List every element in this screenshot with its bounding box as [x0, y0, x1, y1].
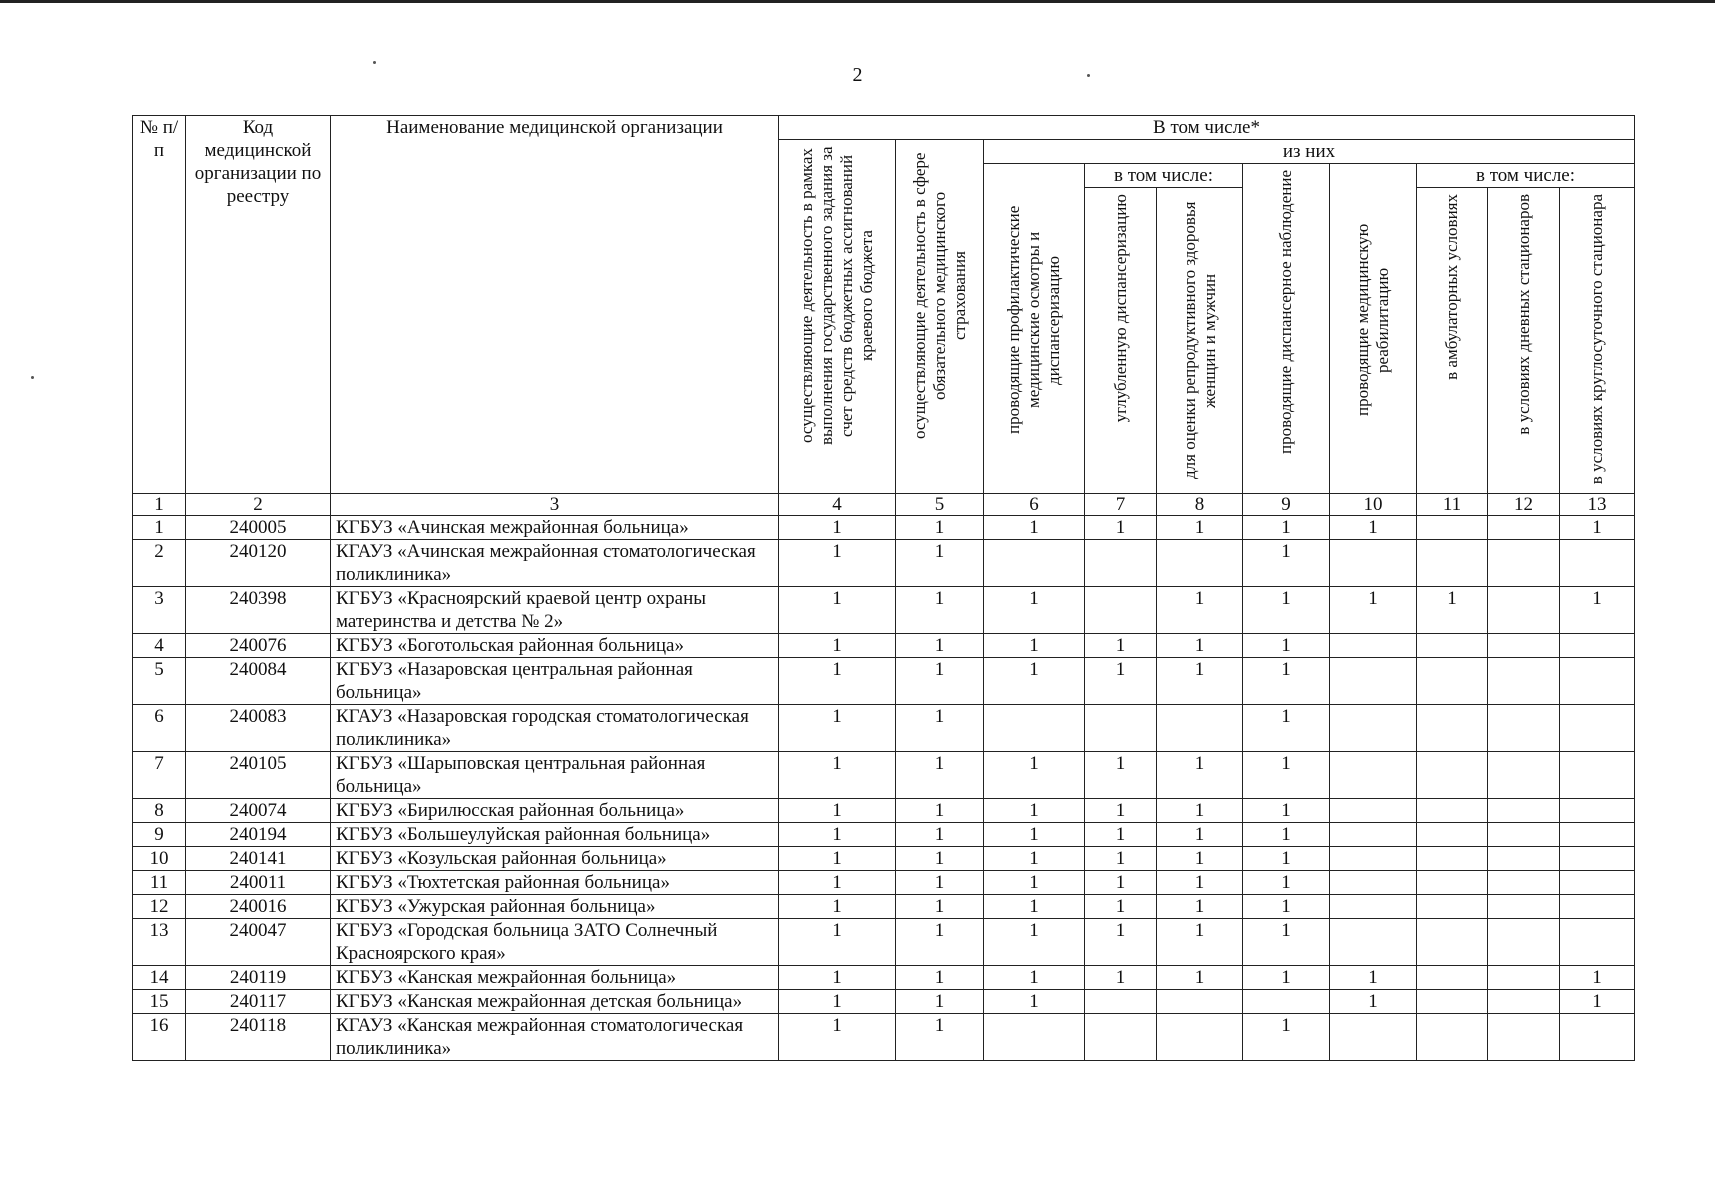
cell-col5: 1: [896, 919, 984, 966]
column-number: 2: [186, 494, 331, 516]
table-row: [133, 658, 1635, 705]
cell-col7: 1: [1085, 752, 1157, 799]
cell-col10: [1330, 847, 1417, 871]
row-number: 10: [133, 847, 186, 871]
cell-col9: 1: [1243, 847, 1330, 871]
cell-col13: [1560, 823, 1635, 847]
cell-col8: 1: [1157, 847, 1243, 871]
row-number: 7: [133, 752, 186, 799]
row-number: 8: [133, 799, 186, 823]
cell-col12: [1488, 540, 1560, 587]
cell-col11: [1417, 895, 1488, 919]
row-number: 15: [133, 990, 186, 1014]
cell-col8: [1157, 705, 1243, 752]
org-name: КГБУЗ «Боготольская районная больница»: [331, 634, 779, 658]
cell-col6: 1: [984, 919, 1085, 966]
cell-col12: [1488, 634, 1560, 658]
cell-col12: [1488, 1014, 1560, 1061]
column-number: 1: [133, 494, 186, 516]
cell-col9: 1: [1243, 1014, 1330, 1061]
cell-col10: [1330, 705, 1417, 752]
cell-col10: [1330, 1014, 1417, 1061]
cell-col6: 1: [984, 990, 1085, 1014]
cell-col12: [1488, 705, 1560, 752]
cell-col12: [1488, 799, 1560, 823]
cell-col5: 1: [896, 966, 984, 990]
cell-col12: [1488, 847, 1560, 871]
cell-col6: 1: [984, 752, 1085, 799]
header-col13: в условиях круглосуточного стационара: [1560, 188, 1635, 494]
cell-col4: 1: [779, 1014, 896, 1061]
cell-col10: [1330, 895, 1417, 919]
cell-col4: 1: [779, 799, 896, 823]
cell-col8: [1157, 990, 1243, 1014]
row-number: 5: [133, 658, 186, 705]
column-number: 11: [1417, 494, 1488, 516]
cell-col5: 1: [896, 990, 984, 1014]
cell-col11: [1417, 871, 1488, 895]
cell-col13: [1560, 1014, 1635, 1061]
column-number: 8: [1157, 494, 1243, 516]
cell-col5: 1: [896, 705, 984, 752]
table-row: [133, 990, 1635, 1014]
org-name: КГБУЗ «Красноярский краевой центр охраны материнства и детства № 2»: [331, 587, 779, 634]
row-number: 2: [133, 540, 186, 587]
cell-col7: [1085, 1014, 1157, 1061]
column-number: 7: [1085, 494, 1157, 516]
cell-col4: 1: [779, 587, 896, 634]
cell-col11: [1417, 705, 1488, 752]
cell-col4: 1: [779, 658, 896, 705]
table-row: [133, 516, 1635, 540]
cell-col5: 1: [896, 587, 984, 634]
cell-col8: 1: [1157, 658, 1243, 705]
cell-col7: [1085, 990, 1157, 1014]
organizations-table: [132, 115, 1635, 1061]
cell-col8: [1157, 1014, 1243, 1061]
cell-col13: [1560, 658, 1635, 705]
org-code: 240119: [186, 966, 331, 990]
cell-col13: [1560, 540, 1635, 587]
column-number: 12: [1488, 494, 1560, 516]
org-code: 240074: [186, 799, 331, 823]
column-number: 4: [779, 494, 896, 516]
header-num: № п/п: [133, 116, 186, 494]
table-row: [133, 823, 1635, 847]
row-number: 16: [133, 1014, 186, 1061]
cell-col9: 1: [1243, 823, 1330, 847]
cell-col11: [1417, 540, 1488, 587]
cell-col5: 1: [896, 658, 984, 705]
org-code: 240084: [186, 658, 331, 705]
header-col6: проводящие профилактические медицинские осмотры и диспансеризацию: [984, 164, 1085, 494]
header-col11: в амбулаторных условиях: [1417, 188, 1488, 494]
cell-col9: 1: [1243, 919, 1330, 966]
cell-col12: [1488, 919, 1560, 966]
cell-col6: 1: [984, 799, 1085, 823]
org-name: КГБУЗ «Шарыповская центральная районная больница»: [331, 752, 779, 799]
cell-col12: [1488, 516, 1560, 540]
header-name: Наименование медицинской организации: [331, 116, 779, 494]
table-row: [133, 919, 1635, 966]
column-number: 5: [896, 494, 984, 516]
cell-col5: 1: [896, 847, 984, 871]
cell-col13: 1: [1560, 587, 1635, 634]
cell-col8: 1: [1157, 752, 1243, 799]
cell-col9: 1: [1243, 516, 1330, 540]
table-row: [133, 847, 1635, 871]
scan-speck: [31, 376, 34, 379]
org-code: 240194: [186, 823, 331, 847]
cell-col8: 1: [1157, 516, 1243, 540]
cell-col11: [1417, 823, 1488, 847]
cell-col7: [1085, 587, 1157, 634]
org-code: 240083: [186, 705, 331, 752]
cell-col13: [1560, 871, 1635, 895]
cell-col9: [1243, 990, 1330, 1014]
org-name: КГБУЗ «Большеулуйская районная больница»: [331, 823, 779, 847]
cell-col12: [1488, 966, 1560, 990]
cell-col7: 1: [1085, 634, 1157, 658]
org-name: КГБУЗ «Ужурская районная больница»: [331, 895, 779, 919]
header-col10: проводящие медицинскую реабилитацию: [1330, 164, 1417, 494]
cell-col9: 1: [1243, 658, 1330, 705]
org-name: КГБУЗ «Козульская районная больница»: [331, 847, 779, 871]
cell-col7: [1085, 540, 1157, 587]
cell-col12: [1488, 871, 1560, 895]
page-number: 2: [852, 64, 863, 86]
org-name: КГБУЗ «Тюхтетская районная больница»: [331, 871, 779, 895]
org-name: КГБУЗ «Канская межрайонная больница»: [331, 966, 779, 990]
cell-col6: [984, 540, 1085, 587]
header-including: В том числе*: [779, 116, 1635, 140]
table-body: [133, 516, 1635, 1061]
cell-col13: [1560, 919, 1635, 966]
table-row: [133, 966, 1635, 990]
cell-col5: 1: [896, 1014, 984, 1061]
cell-col5: 1: [896, 540, 984, 587]
cell-col4: 1: [779, 990, 896, 1014]
cell-col6: 1: [984, 823, 1085, 847]
cell-col11: [1417, 516, 1488, 540]
top-rule: [0, 0, 1715, 3]
column-number: 10: [1330, 494, 1417, 516]
cell-col6: 1: [984, 895, 1085, 919]
cell-col6: 1: [984, 658, 1085, 705]
row-number: 11: [133, 871, 186, 895]
cell-col12: [1488, 990, 1560, 1014]
cell-col9: 1: [1243, 587, 1330, 634]
cell-col9: 1: [1243, 871, 1330, 895]
table-row: [133, 799, 1635, 823]
cell-col6: 1: [984, 516, 1085, 540]
org-code: 240105: [186, 752, 331, 799]
table-row: [133, 752, 1635, 799]
cell-col7: 1: [1085, 799, 1157, 823]
cell-col7: 1: [1085, 966, 1157, 990]
header-col7: углубленную диспансеризацию: [1085, 188, 1157, 494]
cell-col12: [1488, 587, 1560, 634]
cell-col7: 1: [1085, 516, 1157, 540]
header-including-a: в том числе:: [1085, 164, 1243, 188]
cell-col13: 1: [1560, 990, 1635, 1014]
cell-col11: [1417, 634, 1488, 658]
cell-col4: 1: [779, 705, 896, 752]
cell-col4: 1: [779, 634, 896, 658]
column-number-row: [133, 494, 1635, 516]
cell-col11: [1417, 966, 1488, 990]
org-code: 240120: [186, 540, 331, 587]
cell-col12: [1488, 658, 1560, 705]
cell-col4: 1: [779, 752, 896, 799]
table-row: [133, 705, 1635, 752]
org-name: КГАУЗ «Канская межрайонная стоматологическая поликлиника»: [331, 1014, 779, 1061]
column-number: 9: [1243, 494, 1330, 516]
org-name: КГБУЗ «Канская межрайонная детская больница»: [331, 990, 779, 1014]
cell-col5: 1: [896, 823, 984, 847]
cell-col11: [1417, 799, 1488, 823]
cell-col7: 1: [1085, 823, 1157, 847]
cell-col6: [984, 1014, 1085, 1061]
header-col4: осуществляющие деятельность в рамках выполнения государственного задания за счет средств бюджетных ассигнований краевого бюджета: [779, 140, 896, 494]
cell-col5: 1: [896, 752, 984, 799]
cell-col12: [1488, 752, 1560, 799]
cell-col10: [1330, 634, 1417, 658]
cell-col13: [1560, 847, 1635, 871]
cell-col8: 1: [1157, 634, 1243, 658]
cell-col9: 1: [1243, 634, 1330, 658]
cell-col6: 1: [984, 966, 1085, 990]
cell-col6: [984, 705, 1085, 752]
cell-col4: 1: [779, 516, 896, 540]
cell-col6: 1: [984, 634, 1085, 658]
cell-col10: [1330, 799, 1417, 823]
org-name: КГАУЗ «Ачинская межрайонная стоматологическая поликлиника»: [331, 540, 779, 587]
cell-col6: 1: [984, 587, 1085, 634]
row-number: 9: [133, 823, 186, 847]
cell-col13: [1560, 705, 1635, 752]
column-number: 13: [1560, 494, 1635, 516]
cell-col7: 1: [1085, 658, 1157, 705]
cell-col13: [1560, 634, 1635, 658]
row-number: 1: [133, 516, 186, 540]
header-of-them: из них: [984, 140, 1635, 164]
org-name: КГБУЗ «Бирилюсская районная больница»: [331, 799, 779, 823]
cell-col8: 1: [1157, 966, 1243, 990]
cell-col5: 1: [896, 634, 984, 658]
cell-col8: 1: [1157, 799, 1243, 823]
table-header: [133, 116, 1635, 516]
header-col12: в условиях дневных стационаров: [1488, 188, 1560, 494]
table-row: [133, 540, 1635, 587]
cell-col8: [1157, 540, 1243, 587]
cell-col12: [1488, 823, 1560, 847]
cell-col7: [1085, 705, 1157, 752]
cell-col7: 1: [1085, 847, 1157, 871]
org-code: 240047: [186, 919, 331, 966]
row-number: 14: [133, 966, 186, 990]
org-name: КГБУЗ «Ачинская межрайонная больница»: [331, 516, 779, 540]
cell-col10: [1330, 823, 1417, 847]
org-code: 240011: [186, 871, 331, 895]
row-number: 4: [133, 634, 186, 658]
row-number: 3: [133, 587, 186, 634]
scan-speck: [1087, 74, 1090, 77]
cell-col10: [1330, 658, 1417, 705]
cell-col8: 1: [1157, 871, 1243, 895]
header-col9: проводящие диспансерное наблюдение: [1243, 164, 1330, 494]
cell-col13: [1560, 895, 1635, 919]
header-col8: для оценки репродуктивного здоровья женщин и мужчин: [1157, 188, 1243, 494]
cell-col5: 1: [896, 516, 984, 540]
org-name: КГАУЗ «Назаровская городская стоматологическая поликлиника»: [331, 705, 779, 752]
org-code: 240398: [186, 587, 331, 634]
org-code: 240016: [186, 895, 331, 919]
cell-col5: 1: [896, 871, 984, 895]
cell-col4: 1: [779, 823, 896, 847]
cell-col9: 1: [1243, 799, 1330, 823]
org-code: 240141: [186, 847, 331, 871]
cell-col8: 1: [1157, 587, 1243, 634]
cell-col10: 1: [1330, 587, 1417, 634]
cell-col8: 1: [1157, 895, 1243, 919]
cell-col8: 1: [1157, 919, 1243, 966]
table-row: [133, 895, 1635, 919]
table-row: [133, 634, 1635, 658]
cell-col4: 1: [779, 540, 896, 587]
cell-col11: [1417, 1014, 1488, 1061]
cell-col6: 1: [984, 847, 1085, 871]
header-code: Код медицинской организации по реестру: [186, 116, 331, 494]
row-number: 13: [133, 919, 186, 966]
cell-col13: [1560, 752, 1635, 799]
cell-col9: 1: [1243, 752, 1330, 799]
cell-col11: [1417, 847, 1488, 871]
org-name: КГБУЗ «Назаровская центральная районная больница»: [331, 658, 779, 705]
cell-col11: [1417, 658, 1488, 705]
org-code: 240118: [186, 1014, 331, 1061]
cell-col4: 1: [779, 871, 896, 895]
table-row: [133, 1014, 1635, 1061]
org-name: КГБУЗ «Городская больница ЗАТО Солнечный Красноярского края»: [331, 919, 779, 966]
cell-col9: 1: [1243, 705, 1330, 752]
cell-col7: 1: [1085, 895, 1157, 919]
cell-col10: 1: [1330, 966, 1417, 990]
cell-col11: [1417, 919, 1488, 966]
cell-col13: 1: [1560, 516, 1635, 540]
org-code: 240005: [186, 516, 331, 540]
cell-col12: [1488, 895, 1560, 919]
cell-col7: 1: [1085, 919, 1157, 966]
column-number: 6: [984, 494, 1085, 516]
cell-col11: [1417, 990, 1488, 1014]
header-col5: осуществляющие деятельность в сфере обязательного медицинского страхования: [896, 140, 984, 494]
cell-col9: 1: [1243, 540, 1330, 587]
org-code: 240076: [186, 634, 331, 658]
cell-col4: 1: [779, 919, 896, 966]
cell-col5: 1: [896, 799, 984, 823]
cell-col9: 1: [1243, 895, 1330, 919]
cell-col10: [1330, 871, 1417, 895]
cell-col5: 1: [896, 895, 984, 919]
row-number: 6: [133, 705, 186, 752]
scan-speck: [373, 61, 376, 64]
table-row: [133, 871, 1635, 895]
header-including-b: в том числе:: [1417, 164, 1635, 188]
cell-col7: 1: [1085, 871, 1157, 895]
cell-col11: 1: [1417, 587, 1488, 634]
cell-col11: [1417, 752, 1488, 799]
cell-col9: 1: [1243, 966, 1330, 990]
cell-col10: 1: [1330, 990, 1417, 1014]
cell-col8: 1: [1157, 823, 1243, 847]
cell-col4: 1: [779, 895, 896, 919]
org-code: 240117: [186, 990, 331, 1014]
cell-col13: [1560, 799, 1635, 823]
cell-col4: 1: [779, 847, 896, 871]
cell-col10: 1: [1330, 516, 1417, 540]
cell-col10: [1330, 919, 1417, 966]
cell-col4: 1: [779, 966, 896, 990]
cell-col6: 1: [984, 871, 1085, 895]
cell-col13: 1: [1560, 966, 1635, 990]
column-number: 3: [331, 494, 779, 516]
cell-col10: [1330, 752, 1417, 799]
cell-col10: [1330, 540, 1417, 587]
row-number: 12: [133, 895, 186, 919]
table-row: [133, 587, 1635, 634]
